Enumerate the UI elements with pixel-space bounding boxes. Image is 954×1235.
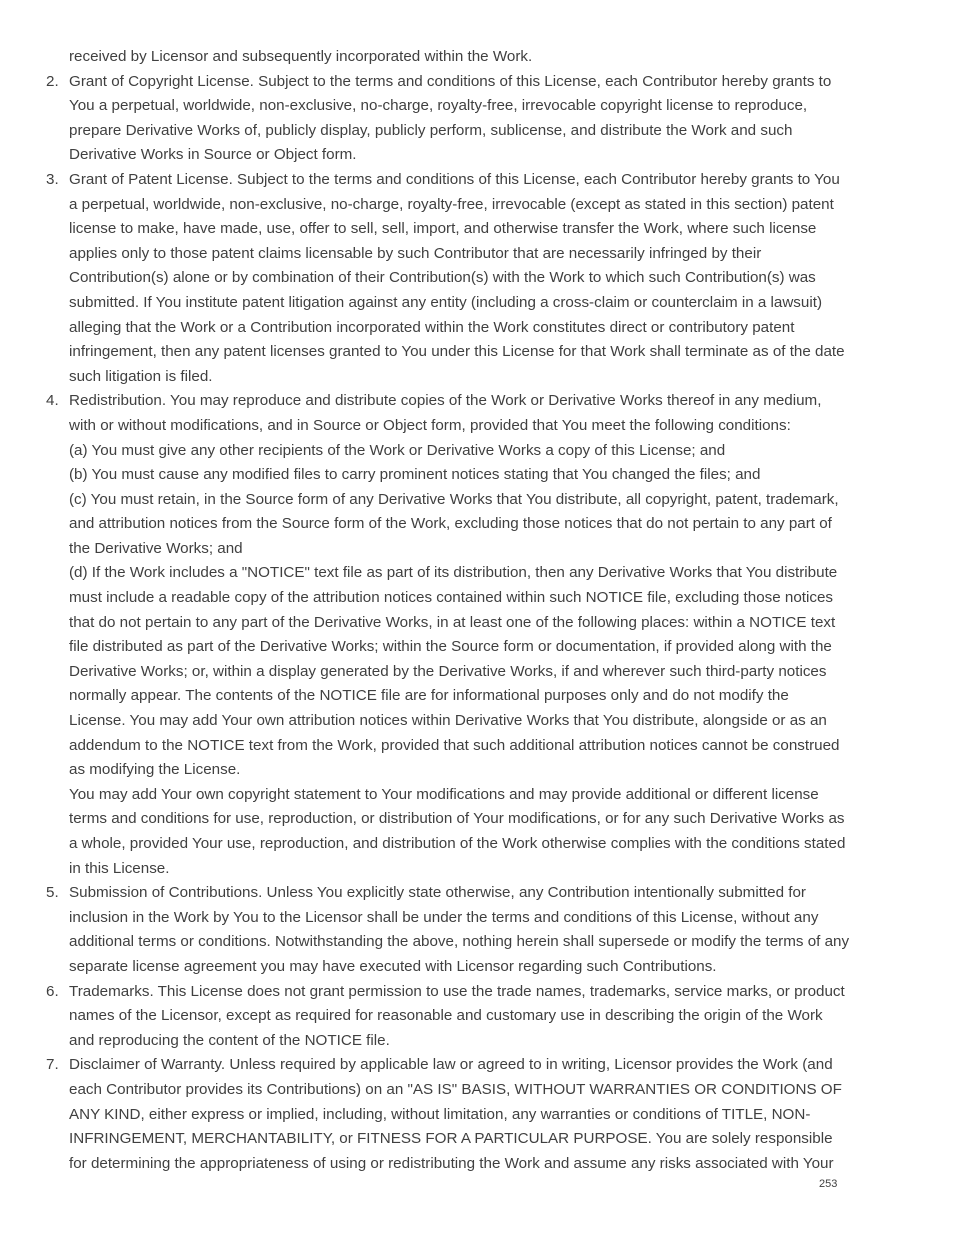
line-text: a perpetual, worldwide, non-exclusive, no-charge, royalty-free, irrevocable (except as stated in this section) patent bbox=[69, 195, 834, 213]
line-text: License. You may add Your own attribution notices within Derivative Works that You distribute, alongside or as an bbox=[69, 712, 827, 730]
text-line bbox=[0, 611, 954, 636]
text-line bbox=[0, 70, 954, 95]
line-text: additional terms or conditions. Notwithstanding the above, nothing herein shall supersede or modify the terms of any bbox=[69, 933, 850, 951]
line-text: submitted. If You institute patent litigation against any entity (including a cross-claim or counterclaim in a lawsuit) bbox=[69, 293, 823, 311]
line-text: for determining the appropriateness of using or redistributing the Work and assume any risks associated with Your bbox=[69, 1154, 834, 1172]
text-line bbox=[0, 168, 954, 193]
line-text: terms and conditions for use, reproduction, or distribution of Your modifications, or for any such Derivative Works as bbox=[69, 810, 845, 828]
text-line bbox=[0, 660, 954, 685]
line-text: infringement, then any patent licenses granted to You under this License for that Work shall terminate as of the date bbox=[69, 343, 845, 361]
text-line bbox=[0, 119, 954, 144]
line-text: ANY KIND, either express or implied, including, without limitation, any warranties or conditions of TITLE, NON- bbox=[69, 1105, 811, 1123]
line-text: (b) You must cause any modified files to carry prominent notices stating that You changed the files; and bbox=[69, 466, 761, 484]
list-item-number: 5. bbox=[46, 884, 59, 902]
text-line bbox=[0, 955, 954, 980]
text-line bbox=[0, 316, 954, 341]
text-line bbox=[0, 291, 954, 316]
text-line bbox=[0, 930, 954, 955]
text-line bbox=[0, 1152, 954, 1177]
line-text: license to make, have made, use, offer to sell, sell, import, and otherwise transfer the Work, where such license bbox=[69, 220, 817, 238]
text-line bbox=[0, 512, 954, 537]
list-item-number: 2. bbox=[46, 72, 59, 90]
line-text: You a perpetual, worldwide, non-exclusive, no-charge, royalty-free, irrevocable copyright license to reproduce, bbox=[69, 97, 808, 115]
text-line bbox=[0, 389, 954, 414]
text-line bbox=[0, 242, 954, 267]
line-text: alleging that the Work or a Contribution incorporated within the Work constitutes direct or contributory patent bbox=[69, 318, 795, 336]
text-line bbox=[0, 45, 954, 70]
line-text: inclusion in the Work by You to the Licensor shall be under the terms and conditions of this License, without any bbox=[69, 908, 819, 926]
text-line bbox=[0, 1127, 954, 1152]
line-text: Contribution(s) alone or by combination of their Contribution(s) with the Work to which such Contribution(s) was bbox=[69, 269, 816, 287]
text-line bbox=[0, 906, 954, 931]
text-line bbox=[0, 807, 954, 832]
line-text: names of the Licensor, except as required for reasonable and customary use in describing the origin of the Work bbox=[69, 1007, 823, 1025]
line-text: Grant of Copyright License. Subject to the terms and conditions of this License, each Contributor hereby grants to bbox=[69, 72, 832, 90]
text-line bbox=[0, 365, 954, 390]
text-line bbox=[0, 537, 954, 562]
line-text: Redistribution. You may reproduce and distribute copies of the Work or Derivative Works thereof in any medium, bbox=[69, 392, 822, 410]
license-text-body bbox=[0, 45, 954, 1176]
line-text: received by Licensor and subsequently incorporated within the Work. bbox=[69, 48, 533, 65]
text-line bbox=[0, 340, 954, 365]
text-line bbox=[0, 193, 954, 218]
text-line bbox=[0, 783, 954, 808]
text-line bbox=[0, 217, 954, 242]
line-text: separate license agreement you may have executed with Licensor regarding such Contributions. bbox=[69, 957, 717, 975]
line-text: such litigation is filed. bbox=[69, 367, 213, 385]
text-line bbox=[0, 463, 954, 488]
line-text: the Derivative Works; and bbox=[69, 539, 243, 557]
text-line bbox=[0, 684, 954, 709]
text-line bbox=[0, 709, 954, 734]
line-text: normally appear. The contents of the NOTICE file are for informational purposes only and do not modify the bbox=[69, 687, 789, 705]
line-text: and reproducing the content of the NOTICE file. bbox=[69, 1031, 390, 1049]
line-text: Derivative Works in Source or Object form. bbox=[69, 146, 357, 164]
text-line bbox=[0, 266, 954, 291]
text-line bbox=[0, 857, 954, 882]
text-line bbox=[0, 758, 954, 783]
line-text: file distributed as part of the Derivative Works; within the Source form or documentation, if provided along with the bbox=[69, 638, 832, 656]
list-item-number: 3. bbox=[46, 170, 59, 188]
line-text: INFRINGEMENT, MERCHANTABILITY, or FITNESS FOR A PARTICULAR PURPOSE. You are solely responsible bbox=[69, 1130, 833, 1148]
line-text: (d) If the Work includes a "NOTICE" text file as part of its distribution, then any Derivative Works that You distribute bbox=[69, 564, 838, 582]
text-line bbox=[0, 94, 954, 119]
line-text: applies only to those patent claims licensable by such Contributor that are necessarily infringed by their bbox=[69, 244, 762, 262]
text-line bbox=[0, 881, 954, 906]
text-line bbox=[0, 586, 954, 611]
text-line bbox=[0, 635, 954, 660]
list-item-number: 4. bbox=[46, 392, 59, 410]
line-text: that do not pertain to any part of the Derivative Works, in at least one of the following places: within a NOTICE text bbox=[69, 613, 836, 631]
line-text: Submission of Contributions. Unless You explicitly state otherwise, any Contribution intentionally submitted for bbox=[69, 884, 806, 902]
line-text: in this License. bbox=[69, 859, 170, 877]
line-text: prepare Derivative Works of, publicly display, publicly perform, sublicense, and distribute the Work and such bbox=[69, 121, 793, 139]
line-text: (c) You must retain, in the Source form of any Derivative Works that You distribute, all copyright, patent, trademark, bbox=[69, 490, 839, 508]
line-text: a whole, provided Your use, reproduction, and distribution of the Work otherwise complies with the conditions stated bbox=[69, 835, 846, 852]
page-number: 253 bbox=[819, 1178, 838, 1190]
text-line bbox=[0, 1103, 954, 1128]
text-line bbox=[0, 980, 954, 1005]
line-text: Derivative Works; or, within a display generated by the Derivative Works, if and wherever such third-party notices bbox=[69, 662, 827, 680]
text-line bbox=[0, 1004, 954, 1029]
text-line bbox=[0, 561, 954, 586]
text-line bbox=[0, 414, 954, 439]
line-text: as modifying the License. bbox=[69, 761, 241, 779]
line-text: with or without modifications, and in Source or Object form, provided that You meet the following conditions: bbox=[69, 416, 791, 434]
text-line bbox=[0, 832, 954, 857]
text-line bbox=[0, 1053, 954, 1078]
text-line bbox=[0, 1029, 954, 1054]
line-text: addendum to the NOTICE text from the Work, provided that such additional attribution notices cannot be construed bbox=[69, 736, 840, 754]
line-text: Trademarks. This License does not grant permission to use the trade names, trademarks, service marks, or product bbox=[69, 982, 845, 1000]
line-text: You may add Your own copyright statement to Your modifications and may provide additional or different license bbox=[69, 785, 819, 803]
text-line bbox=[0, 1078, 954, 1103]
line-text: Disclaimer of Warranty. Unless required by applicable law or agreed to in writing, Licensor provides the Work (and bbox=[69, 1056, 833, 1074]
line-text: (a) You must give any other recipients of the Work or Derivative Works a copy of this License; and bbox=[69, 441, 726, 459]
line-text: each Contributor provides its Contributions) on an "AS IS" BASIS, WITHOUT WARRANTIES OR CONDITIONS OF bbox=[69, 1080, 842, 1098]
text-line bbox=[0, 143, 954, 168]
line-text: Grant of Patent License. Subject to the terms and conditions of this License, each Contributor hereby grants to You bbox=[69, 170, 840, 188]
line-text: and attribution notices from the Source form of the Work, excluding those notices that do not pertain to any part of bbox=[69, 515, 832, 533]
text-line bbox=[0, 488, 954, 513]
text-line bbox=[0, 734, 954, 759]
line-text: must include a readable copy of the attribution notices contained within such NOTICE file, excluding those notices bbox=[69, 589, 834, 607]
list-item-number: 7. bbox=[46, 1056, 59, 1074]
text-line bbox=[0, 439, 954, 464]
list-item-number: 6. bbox=[46, 982, 59, 1000]
